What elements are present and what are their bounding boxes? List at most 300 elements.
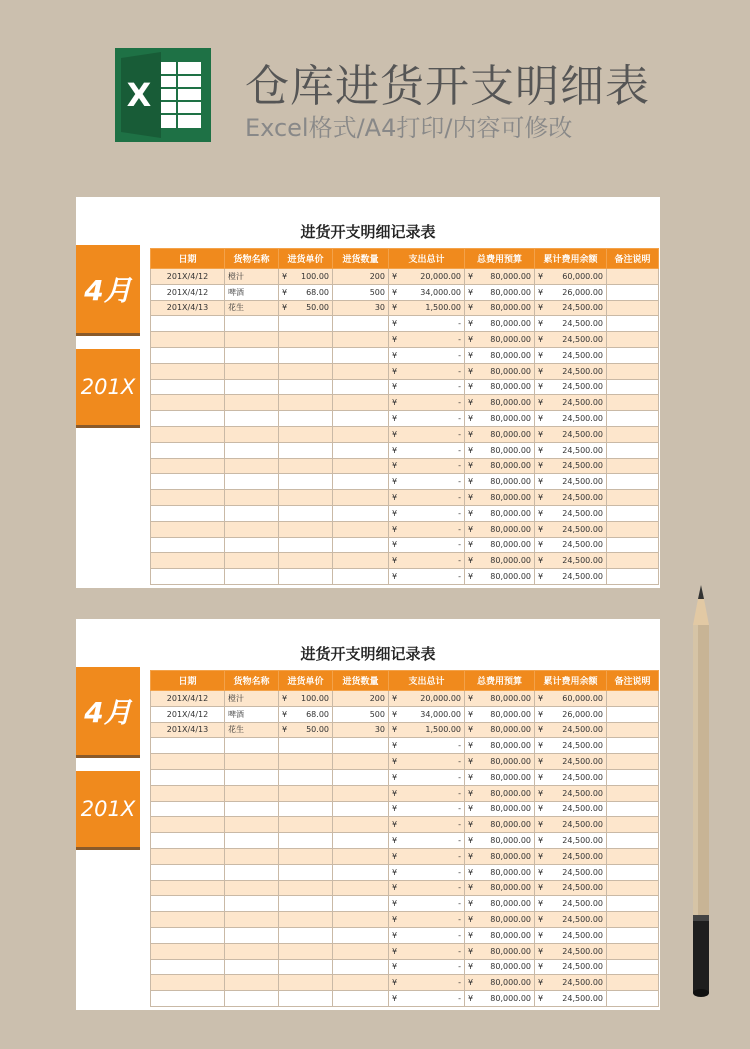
cell-balance[interactable] bbox=[535, 490, 607, 506]
cell-item[interactable] bbox=[225, 785, 279, 801]
cell-balance[interactable] bbox=[535, 569, 607, 585]
cell-date[interactable] bbox=[151, 912, 225, 928]
cell-note[interactable] bbox=[607, 332, 659, 348]
cell-date[interactable] bbox=[151, 769, 225, 785]
cell-balance[interactable] bbox=[535, 706, 607, 722]
cell-price[interactable] bbox=[279, 706, 333, 722]
cell-qty[interactable] bbox=[333, 975, 389, 991]
cell-qty[interactable] bbox=[333, 864, 389, 880]
cell-date[interactable] bbox=[151, 991, 225, 1007]
cell-price[interactable] bbox=[279, 490, 333, 506]
cell-qty[interactable] bbox=[333, 332, 389, 348]
cell-price[interactable] bbox=[279, 927, 333, 943]
cell-balance[interactable] bbox=[535, 738, 607, 754]
cell-price[interactable] bbox=[279, 769, 333, 785]
cell-item[interactable] bbox=[225, 442, 279, 458]
cell-qty[interactable]: 30 bbox=[333, 300, 389, 316]
cell-qty[interactable] bbox=[333, 458, 389, 474]
cell-item[interactable] bbox=[225, 474, 279, 490]
cell-budget[interactable] bbox=[465, 927, 535, 943]
cell-price[interactable] bbox=[279, 912, 333, 928]
cell-date[interactable] bbox=[151, 959, 225, 975]
cell-note[interactable] bbox=[607, 269, 659, 285]
cell-total[interactable] bbox=[389, 553, 465, 569]
cell-balance[interactable] bbox=[535, 316, 607, 332]
cell-qty[interactable] bbox=[333, 411, 389, 427]
cell-item[interactable]: 花生 bbox=[225, 300, 279, 316]
cell-note[interactable] bbox=[607, 927, 659, 943]
cell-date[interactable] bbox=[151, 521, 225, 537]
cell-item[interactable]: 橙汁 bbox=[225, 269, 279, 285]
cell-balance[interactable] bbox=[535, 896, 607, 912]
cell-balance[interactable] bbox=[535, 864, 607, 880]
cell-total[interactable] bbox=[389, 848, 465, 864]
cell-note[interactable] bbox=[607, 395, 659, 411]
cell-budget[interactable] bbox=[465, 738, 535, 754]
cell-date[interactable] bbox=[151, 458, 225, 474]
cell-total[interactable] bbox=[389, 316, 465, 332]
cell-price[interactable] bbox=[279, 316, 333, 332]
cell-total[interactable] bbox=[389, 738, 465, 754]
cell-total[interactable] bbox=[389, 284, 465, 300]
cell-note[interactable] bbox=[607, 347, 659, 363]
cell-note[interactable] bbox=[607, 722, 659, 738]
cell-item[interactable] bbox=[225, 927, 279, 943]
cell-date[interactable]: 201X/4/13 bbox=[151, 722, 225, 738]
cell-price[interactable] bbox=[279, 442, 333, 458]
cell-item[interactable] bbox=[225, 991, 279, 1007]
cell-date[interactable]: 201X/4/12 bbox=[151, 269, 225, 285]
cell-total[interactable] bbox=[389, 505, 465, 521]
cell-qty[interactable] bbox=[333, 754, 389, 770]
cell-qty[interactable] bbox=[333, 943, 389, 959]
cell-note[interactable] bbox=[607, 691, 659, 707]
cell-date[interactable] bbox=[151, 848, 225, 864]
cell-balance[interactable] bbox=[535, 300, 607, 316]
cell-total[interactable] bbox=[389, 722, 465, 738]
cell-total[interactable] bbox=[389, 569, 465, 585]
cell-total[interactable] bbox=[389, 537, 465, 553]
cell-total[interactable] bbox=[389, 959, 465, 975]
cell-item[interactable] bbox=[225, 537, 279, 553]
cell-total[interactable] bbox=[389, 706, 465, 722]
cell-total[interactable] bbox=[389, 458, 465, 474]
cell-price[interactable] bbox=[279, 975, 333, 991]
cell-note[interactable] bbox=[607, 801, 659, 817]
cell-budget[interactable] bbox=[465, 537, 535, 553]
cell-total[interactable] bbox=[389, 864, 465, 880]
cell-total[interactable] bbox=[389, 943, 465, 959]
cell-qty[interactable] bbox=[333, 959, 389, 975]
cell-balance[interactable] bbox=[535, 959, 607, 975]
cell-qty[interactable]: 30 bbox=[333, 722, 389, 738]
cell-total[interactable] bbox=[389, 769, 465, 785]
cell-price[interactable] bbox=[279, 833, 333, 849]
cell-price[interactable] bbox=[279, 537, 333, 553]
cell-budget[interactable] bbox=[465, 269, 535, 285]
cell-note[interactable] bbox=[607, 975, 659, 991]
cell-qty[interactable] bbox=[333, 474, 389, 490]
cell-budget[interactable] bbox=[465, 332, 535, 348]
cell-total[interactable] bbox=[389, 975, 465, 991]
cell-date[interactable] bbox=[151, 880, 225, 896]
cell-note[interactable] bbox=[607, 458, 659, 474]
cell-budget[interactable] bbox=[465, 395, 535, 411]
cell-qty[interactable] bbox=[333, 880, 389, 896]
cell-balance[interactable] bbox=[535, 785, 607, 801]
cell-date[interactable] bbox=[151, 332, 225, 348]
cell-item[interactable] bbox=[225, 975, 279, 991]
cell-balance[interactable] bbox=[535, 363, 607, 379]
cell-note[interactable] bbox=[607, 300, 659, 316]
cell-price[interactable] bbox=[279, 801, 333, 817]
cell-balance[interactable] bbox=[535, 474, 607, 490]
cell-price[interactable] bbox=[279, 505, 333, 521]
cell-note[interactable] bbox=[607, 379, 659, 395]
cell-item[interactable] bbox=[225, 896, 279, 912]
cell-budget[interactable] bbox=[465, 474, 535, 490]
cell-balance[interactable] bbox=[535, 347, 607, 363]
cell-item[interactable] bbox=[225, 505, 279, 521]
cell-budget[interactable] bbox=[465, 363, 535, 379]
cell-budget[interactable] bbox=[465, 754, 535, 770]
cell-date[interactable] bbox=[151, 537, 225, 553]
cell-total[interactable] bbox=[389, 269, 465, 285]
cell-item[interactable] bbox=[225, 316, 279, 332]
cell-item[interactable] bbox=[225, 363, 279, 379]
cell-date[interactable] bbox=[151, 738, 225, 754]
cell-item[interactable] bbox=[225, 754, 279, 770]
cell-item[interactable] bbox=[225, 801, 279, 817]
cell-date[interactable] bbox=[151, 864, 225, 880]
cell-budget[interactable] bbox=[465, 959, 535, 975]
cell-price[interactable] bbox=[279, 754, 333, 770]
cell-price[interactable] bbox=[279, 738, 333, 754]
cell-total[interactable] bbox=[389, 521, 465, 537]
cell-qty[interactable] bbox=[333, 927, 389, 943]
cell-budget[interactable] bbox=[465, 490, 535, 506]
cell-budget[interactable] bbox=[465, 864, 535, 880]
cell-price[interactable] bbox=[279, 411, 333, 427]
cell-note[interactable] bbox=[607, 505, 659, 521]
cell-price[interactable] bbox=[279, 300, 333, 316]
cell-qty[interactable] bbox=[333, 848, 389, 864]
cell-note[interactable] bbox=[607, 284, 659, 300]
cell-price[interactable] bbox=[279, 880, 333, 896]
cell-note[interactable] bbox=[607, 442, 659, 458]
cell-price[interactable] bbox=[279, 553, 333, 569]
cell-price[interactable] bbox=[279, 817, 333, 833]
cell-item[interactable] bbox=[225, 553, 279, 569]
cell-total[interactable] bbox=[389, 833, 465, 849]
cell-total[interactable] bbox=[389, 754, 465, 770]
cell-total[interactable] bbox=[389, 817, 465, 833]
cell-note[interactable] bbox=[607, 896, 659, 912]
cell-note[interactable] bbox=[607, 864, 659, 880]
cell-note[interactable] bbox=[607, 880, 659, 896]
cell-price[interactable] bbox=[279, 474, 333, 490]
cell-balance[interactable] bbox=[535, 722, 607, 738]
cell-note[interactable] bbox=[607, 521, 659, 537]
cell-item[interactable] bbox=[225, 521, 279, 537]
cell-price[interactable] bbox=[279, 943, 333, 959]
cell-qty[interactable] bbox=[333, 363, 389, 379]
cell-note[interactable] bbox=[607, 474, 659, 490]
cell-item[interactable] bbox=[225, 769, 279, 785]
cell-date[interactable] bbox=[151, 896, 225, 912]
cell-qty[interactable] bbox=[333, 817, 389, 833]
cell-budget[interactable] bbox=[465, 769, 535, 785]
cell-qty[interactable] bbox=[333, 833, 389, 849]
cell-date[interactable] bbox=[151, 411, 225, 427]
cell-budget[interactable] bbox=[465, 991, 535, 1007]
cell-qty[interactable] bbox=[333, 490, 389, 506]
cell-item[interactable] bbox=[225, 738, 279, 754]
cell-price[interactable] bbox=[279, 864, 333, 880]
cell-item[interactable]: 花生 bbox=[225, 722, 279, 738]
cell-budget[interactable] bbox=[465, 300, 535, 316]
cell-date[interactable]: 201X/4/13 bbox=[151, 300, 225, 316]
cell-budget[interactable] bbox=[465, 553, 535, 569]
cell-note[interactable] bbox=[607, 943, 659, 959]
cell-total[interactable] bbox=[389, 991, 465, 1007]
cell-balance[interactable] bbox=[535, 927, 607, 943]
cell-balance[interactable] bbox=[535, 505, 607, 521]
cell-balance[interactable] bbox=[535, 691, 607, 707]
cell-item[interactable] bbox=[225, 817, 279, 833]
cell-balance[interactable] bbox=[535, 284, 607, 300]
cell-qty[interactable] bbox=[333, 991, 389, 1007]
cell-total[interactable] bbox=[389, 896, 465, 912]
cell-budget[interactable] bbox=[465, 896, 535, 912]
cell-item[interactable] bbox=[225, 833, 279, 849]
cell-date[interactable] bbox=[151, 316, 225, 332]
cell-budget[interactable] bbox=[465, 347, 535, 363]
cell-budget[interactable] bbox=[465, 848, 535, 864]
cell-date[interactable] bbox=[151, 363, 225, 379]
cell-price[interactable] bbox=[279, 269, 333, 285]
cell-budget[interactable] bbox=[465, 880, 535, 896]
cell-budget[interactable] bbox=[465, 722, 535, 738]
cell-total[interactable] bbox=[389, 912, 465, 928]
cell-budget[interactable] bbox=[465, 801, 535, 817]
cell-note[interactable] bbox=[607, 316, 659, 332]
cell-total[interactable] bbox=[389, 332, 465, 348]
cell-note[interactable] bbox=[607, 490, 659, 506]
cell-item[interactable] bbox=[225, 943, 279, 959]
cell-price[interactable] bbox=[279, 347, 333, 363]
cell-qty[interactable] bbox=[333, 442, 389, 458]
cell-date[interactable] bbox=[151, 833, 225, 849]
cell-item[interactable] bbox=[225, 880, 279, 896]
cell-date[interactable] bbox=[151, 927, 225, 943]
cell-item[interactable] bbox=[225, 864, 279, 880]
cell-item[interactable] bbox=[225, 458, 279, 474]
cell-qty[interactable] bbox=[333, 395, 389, 411]
cell-balance[interactable] bbox=[535, 395, 607, 411]
cell-date[interactable] bbox=[151, 379, 225, 395]
cell-price[interactable] bbox=[279, 521, 333, 537]
cell-note[interactable] bbox=[607, 569, 659, 585]
cell-note[interactable] bbox=[607, 959, 659, 975]
cell-qty[interactable]: 500 bbox=[333, 284, 389, 300]
cell-qty[interactable] bbox=[333, 769, 389, 785]
cell-qty[interactable] bbox=[333, 316, 389, 332]
cell-qty[interactable] bbox=[333, 896, 389, 912]
cell-note[interactable] bbox=[607, 706, 659, 722]
cell-date[interactable] bbox=[151, 801, 225, 817]
cell-item[interactable] bbox=[225, 959, 279, 975]
cell-date[interactable]: 201X/4/12 bbox=[151, 706, 225, 722]
cell-qty[interactable] bbox=[333, 553, 389, 569]
cell-qty[interactable] bbox=[333, 569, 389, 585]
cell-item[interactable] bbox=[225, 426, 279, 442]
cell-total[interactable] bbox=[389, 691, 465, 707]
cell-budget[interactable] bbox=[465, 691, 535, 707]
cell-total[interactable] bbox=[389, 785, 465, 801]
cell-balance[interactable] bbox=[535, 411, 607, 427]
cell-total[interactable] bbox=[389, 474, 465, 490]
cell-balance[interactable] bbox=[535, 848, 607, 864]
cell-price[interactable] bbox=[279, 458, 333, 474]
cell-note[interactable] bbox=[607, 426, 659, 442]
cell-price[interactable] bbox=[279, 395, 333, 411]
cell-balance[interactable] bbox=[535, 537, 607, 553]
cell-qty[interactable] bbox=[333, 521, 389, 537]
cell-note[interactable] bbox=[607, 912, 659, 928]
cell-date[interactable] bbox=[151, 785, 225, 801]
cell-budget[interactable] bbox=[465, 458, 535, 474]
cell-item[interactable] bbox=[225, 395, 279, 411]
cell-price[interactable] bbox=[279, 363, 333, 379]
cell-qty[interactable]: 200 bbox=[333, 269, 389, 285]
cell-price[interactable] bbox=[279, 284, 333, 300]
cell-price[interactable] bbox=[279, 691, 333, 707]
cell-budget[interactable] bbox=[465, 521, 535, 537]
cell-note[interactable] bbox=[607, 553, 659, 569]
cell-balance[interactable] bbox=[535, 754, 607, 770]
cell-total[interactable] bbox=[389, 379, 465, 395]
cell-item[interactable] bbox=[225, 411, 279, 427]
cell-qty[interactable]: 500 bbox=[333, 706, 389, 722]
cell-date[interactable] bbox=[151, 569, 225, 585]
cell-qty[interactable] bbox=[333, 537, 389, 553]
cell-date[interactable] bbox=[151, 943, 225, 959]
cell-balance[interactable] bbox=[535, 912, 607, 928]
cell-balance[interactable] bbox=[535, 379, 607, 395]
cell-note[interactable] bbox=[607, 769, 659, 785]
cell-balance[interactable] bbox=[535, 269, 607, 285]
cell-date[interactable] bbox=[151, 975, 225, 991]
cell-balance[interactable] bbox=[535, 975, 607, 991]
cell-qty[interactable] bbox=[333, 505, 389, 521]
cell-budget[interactable] bbox=[465, 505, 535, 521]
cell-budget[interactable] bbox=[465, 379, 535, 395]
cell-total[interactable] bbox=[389, 442, 465, 458]
cell-note[interactable] bbox=[607, 363, 659, 379]
cell-date[interactable] bbox=[151, 553, 225, 569]
cell-date[interactable] bbox=[151, 817, 225, 833]
cell-budget[interactable] bbox=[465, 569, 535, 585]
cell-balance[interactable] bbox=[535, 458, 607, 474]
cell-qty[interactable] bbox=[333, 785, 389, 801]
cell-date[interactable]: 201X/4/12 bbox=[151, 284, 225, 300]
cell-budget[interactable] bbox=[465, 426, 535, 442]
cell-price[interactable] bbox=[279, 379, 333, 395]
cell-item[interactable] bbox=[225, 379, 279, 395]
cell-budget[interactable] bbox=[465, 833, 535, 849]
cell-date[interactable] bbox=[151, 490, 225, 506]
cell-qty[interactable] bbox=[333, 379, 389, 395]
cell-balance[interactable] bbox=[535, 553, 607, 569]
cell-price[interactable] bbox=[279, 426, 333, 442]
cell-price[interactable] bbox=[279, 722, 333, 738]
cell-budget[interactable] bbox=[465, 975, 535, 991]
cell-item[interactable] bbox=[225, 912, 279, 928]
cell-qty[interactable] bbox=[333, 801, 389, 817]
cell-total[interactable] bbox=[389, 347, 465, 363]
cell-balance[interactable] bbox=[535, 833, 607, 849]
cell-total[interactable] bbox=[389, 363, 465, 379]
cell-total[interactable] bbox=[389, 411, 465, 427]
cell-note[interactable] bbox=[607, 411, 659, 427]
cell-qty[interactable] bbox=[333, 426, 389, 442]
cell-item[interactable] bbox=[225, 569, 279, 585]
cell-budget[interactable] bbox=[465, 817, 535, 833]
cell-total[interactable] bbox=[389, 426, 465, 442]
cell-total[interactable] bbox=[389, 300, 465, 316]
cell-budget[interactable] bbox=[465, 912, 535, 928]
cell-balance[interactable] bbox=[535, 521, 607, 537]
cell-note[interactable] bbox=[607, 817, 659, 833]
cell-date[interactable] bbox=[151, 505, 225, 521]
cell-budget[interactable] bbox=[465, 316, 535, 332]
cell-qty[interactable]: 200 bbox=[333, 691, 389, 707]
cell-balance[interactable] bbox=[535, 991, 607, 1007]
cell-price[interactable] bbox=[279, 848, 333, 864]
cell-date[interactable] bbox=[151, 754, 225, 770]
cell-balance[interactable] bbox=[535, 880, 607, 896]
cell-date[interactable] bbox=[151, 426, 225, 442]
cell-price[interactable] bbox=[279, 569, 333, 585]
cell-qty[interactable] bbox=[333, 738, 389, 754]
cell-total[interactable] bbox=[389, 801, 465, 817]
cell-item[interactable] bbox=[225, 490, 279, 506]
cell-balance[interactable] bbox=[535, 426, 607, 442]
cell-total[interactable] bbox=[389, 927, 465, 943]
cell-item[interactable]: 橙汁 bbox=[225, 691, 279, 707]
cell-balance[interactable] bbox=[535, 817, 607, 833]
cell-note[interactable] bbox=[607, 785, 659, 801]
cell-qty[interactable] bbox=[333, 347, 389, 363]
cell-note[interactable] bbox=[607, 991, 659, 1007]
cell-note[interactable] bbox=[607, 738, 659, 754]
cell-item[interactable]: 啤酒 bbox=[225, 706, 279, 722]
cell-date[interactable]: 201X/4/12 bbox=[151, 691, 225, 707]
cell-note[interactable] bbox=[607, 537, 659, 553]
cell-note[interactable] bbox=[607, 848, 659, 864]
cell-price[interactable] bbox=[279, 991, 333, 1007]
cell-budget[interactable] bbox=[465, 943, 535, 959]
cell-price[interactable] bbox=[279, 785, 333, 801]
cell-note[interactable] bbox=[607, 833, 659, 849]
cell-total[interactable] bbox=[389, 880, 465, 896]
cell-balance[interactable] bbox=[535, 801, 607, 817]
cell-qty[interactable] bbox=[333, 912, 389, 928]
cell-price[interactable] bbox=[279, 959, 333, 975]
cell-budget[interactable] bbox=[465, 706, 535, 722]
cell-item[interactable]: 啤酒 bbox=[225, 284, 279, 300]
